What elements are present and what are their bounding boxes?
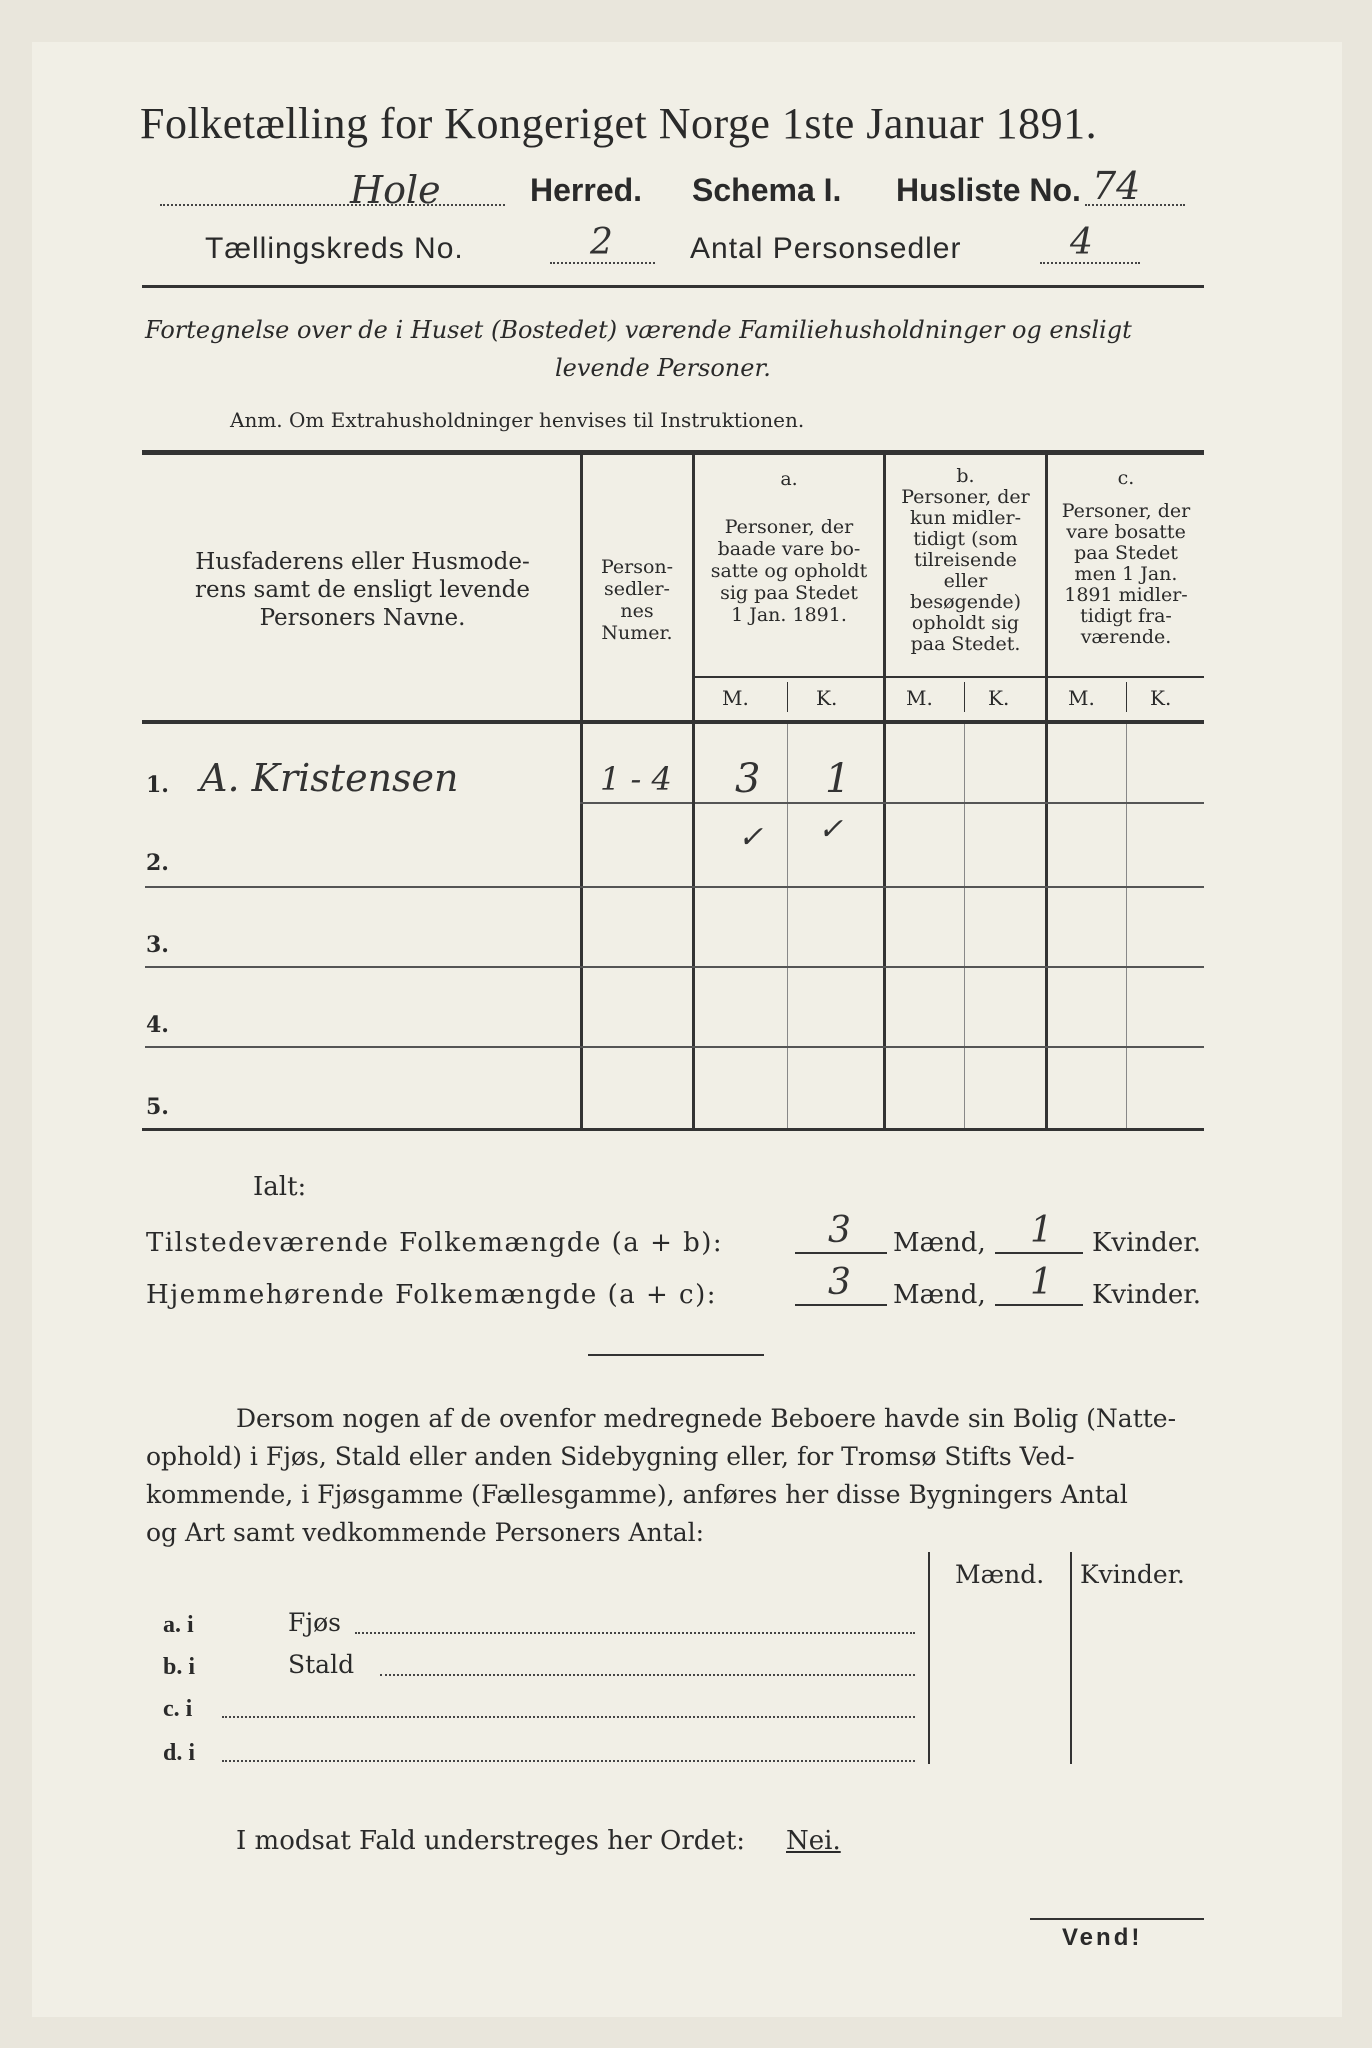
row-rule (580, 802, 692, 804)
row-rule (145, 1046, 1204, 1048)
col-c-m: M. (1068, 686, 1095, 710)
modsat-text: I modsat Fald understreges her Ordet: (236, 1826, 746, 1856)
col-b-l4: tilreisende (914, 549, 1017, 571)
col-a-l1: Personer, der (724, 516, 854, 538)
c-mk-divider (1126, 724, 1127, 1128)
header-rule (142, 285, 1204, 288)
nei-word: Nei. (786, 1826, 841, 1856)
kreds-label: Tællingskreds No. (205, 232, 464, 265)
row-b-label: b. i (163, 1654, 196, 1680)
husliste-label: Husliste No. (896, 172, 1081, 208)
col-divider-1 (580, 452, 583, 1128)
tilstede-k: 1 (1030, 1210, 1053, 1251)
row-d-label: d. i (163, 1740, 196, 1766)
hjemme-m: 3 (828, 1262, 851, 1303)
table-bottom-rule (142, 1128, 1204, 1131)
hjemme-k-line (995, 1304, 1083, 1306)
tilstede-maend: Mænd, (893, 1228, 986, 1258)
tilstede-label: Tilstedeværende Folkemængde (a + b): (146, 1228, 724, 1258)
bygning-kvinder-hdr: Kvinder. (1080, 1560, 1185, 1589)
mk-sep-b (964, 682, 965, 712)
row-rule (145, 886, 1204, 888)
row-number: 3. (146, 932, 169, 958)
tilstede-kvinder: Kvinder. (1092, 1228, 1202, 1258)
row-a-dots (355, 1632, 915, 1634)
col-num-l3: nes (620, 600, 654, 622)
row-rule (695, 802, 1204, 804)
husliste-line (1085, 204, 1185, 206)
col-names-l2: rens samt de ensligt levende (195, 577, 530, 603)
row-number: 2. (146, 850, 169, 876)
intro-line1: Fortegnelse over de i Huset (Bostedet) værende Familiehusholdninger og ensligt (145, 316, 1132, 344)
row-a-text: Fjøs (288, 1608, 341, 1637)
hjemme-m-line (795, 1304, 887, 1306)
col-b-l3: tidigt (som (913, 528, 1018, 550)
row-c-dots (222, 1716, 915, 1718)
col-c-l3: paa Stedet (1074, 542, 1178, 564)
row-num: 1 - 4 (600, 760, 672, 798)
row-b-text: Stald (288, 1650, 355, 1679)
mk-sep-c (1126, 682, 1127, 712)
anm-note: Anm. Om Extrahusholdninger henvises til Instruktionen. (230, 408, 805, 432)
hjemme-label: Hjemmehørende Folkemængde (a + c): (146, 1280, 717, 1310)
col-c-l4: men 1 Jan. (1074, 563, 1178, 585)
row-number: 4. (146, 1012, 169, 1038)
hjemme-kvinder: Kvinder. (1092, 1280, 1202, 1310)
hjemme-k: 1 (1030, 1262, 1053, 1303)
col-header-b (886, 466, 1045, 655)
bygning-p3: kommende, i Fjøsgamme (Fællesgamme), anføres her disse Bygningers Antal (146, 1480, 1128, 1509)
a-mk-divider (787, 724, 788, 1128)
row-a-k: 1 (825, 756, 851, 802)
row-a-k: ✓ (818, 812, 844, 847)
mk-rule (692, 676, 1204, 678)
bygning-col-divider-1 (928, 1552, 930, 1764)
herred-value: Hole (350, 168, 441, 212)
ialt-label: Ialt: (253, 1172, 307, 1202)
schema-label: Schema I. (692, 172, 842, 208)
antal-value: 4 (1070, 222, 1093, 263)
vend-label: Vend! (1062, 1924, 1143, 1951)
col-a-k: K. (816, 686, 838, 710)
herred-label: Herred. (530, 172, 643, 208)
col-names-l1: Husfaderens eller Husmode- (195, 549, 530, 575)
tilstede-k-line (995, 1252, 1083, 1254)
antal-label: Antal Personsedler (690, 232, 962, 265)
row-a-m: 3 (735, 756, 761, 802)
col-a-letter: a. (780, 468, 798, 490)
row-c-label: c. i (163, 1696, 193, 1722)
bygning-p1: Dersom nogen af de ovenfor medregnede Beboere havde sin Bolig (Natte- (236, 1404, 1177, 1433)
husliste-value: 74 (1092, 164, 1141, 208)
col-b-l8: paa Stedet. (910, 633, 1021, 655)
col-c-l5: 1891 midler- (1064, 584, 1188, 606)
col-names-l3: Personers Navne. (259, 605, 466, 631)
col-b-k: K. (988, 686, 1010, 710)
intro-line2: levende Personer. (555, 354, 771, 382)
mk-sep-a (787, 682, 788, 712)
col-c-l6: tidigt fra- (1080, 605, 1172, 627)
hjemme-maend: Mænd, (893, 1280, 986, 1310)
col-b-l1: Personer, der (901, 486, 1030, 508)
tilstede-m: 3 (828, 1210, 851, 1251)
col-c-l2: vare bosatte (1066, 521, 1186, 543)
herred-line (160, 204, 505, 206)
col-header-names (150, 548, 575, 632)
b-mk-divider (964, 724, 965, 1128)
row-number: 5. (146, 1094, 169, 1120)
bygning-col-divider-2 (1070, 1552, 1072, 1764)
col-header-c (1048, 468, 1204, 648)
form-title: Folketælling for Kongeriget Norge 1ste Januar 1891. (140, 99, 1098, 148)
row-name: A. Kristensen (200, 756, 459, 800)
row-rule (145, 966, 1204, 968)
vend-rule (1030, 1918, 1204, 1920)
bygning-maend-hdr: Mænd. (955, 1560, 1045, 1589)
col-num-l4: Numer. (601, 622, 673, 644)
col-c-k: K. (1150, 686, 1172, 710)
col-num-l1: Person- (600, 556, 674, 578)
col-a-l4: sig paa Stedet (720, 582, 858, 604)
col-header-a (695, 468, 883, 626)
row-a-m: ✓ (738, 820, 764, 855)
bygning-p4: og Art samt vedkommende Personers Antal: (146, 1518, 705, 1547)
row-a-label: a. i (163, 1612, 194, 1638)
col-num-l2: sedler- (604, 578, 670, 600)
col-b-l2: kun midler- (909, 507, 1022, 529)
tilstede-m-line (795, 1252, 887, 1254)
bygning-p2: ophold) i Fjøs, Stald eller anden Sidebygning eller, for Tromsø Stifts Ved- (146, 1442, 1075, 1471)
col-header-num (583, 556, 691, 644)
row-d-dots (222, 1760, 915, 1762)
col-b-l6: besøgende) (909, 591, 1022, 613)
col-a-l2: baade vare bo- (717, 538, 861, 560)
col-a-l5: 1 Jan. 1891. (731, 604, 847, 626)
col-c-l1: Personer, der (1061, 500, 1191, 522)
col-b-m: M. (906, 686, 933, 710)
col-c-l7: værende. (1080, 626, 1172, 648)
row-number: 1. (146, 772, 169, 798)
col-c-letter: c. (1117, 467, 1135, 489)
row-b-dots (380, 1674, 915, 1676)
col-a-m: M. (722, 686, 749, 710)
col-a-l3: satte og opholdt (710, 560, 868, 582)
col-b-letter: b. (956, 465, 975, 487)
kreds-value: 2 (590, 222, 613, 263)
col-b-l5: eller (943, 570, 988, 592)
section-divider (588, 1354, 764, 1356)
col-b-l7: opholdt sig (911, 612, 1020, 634)
